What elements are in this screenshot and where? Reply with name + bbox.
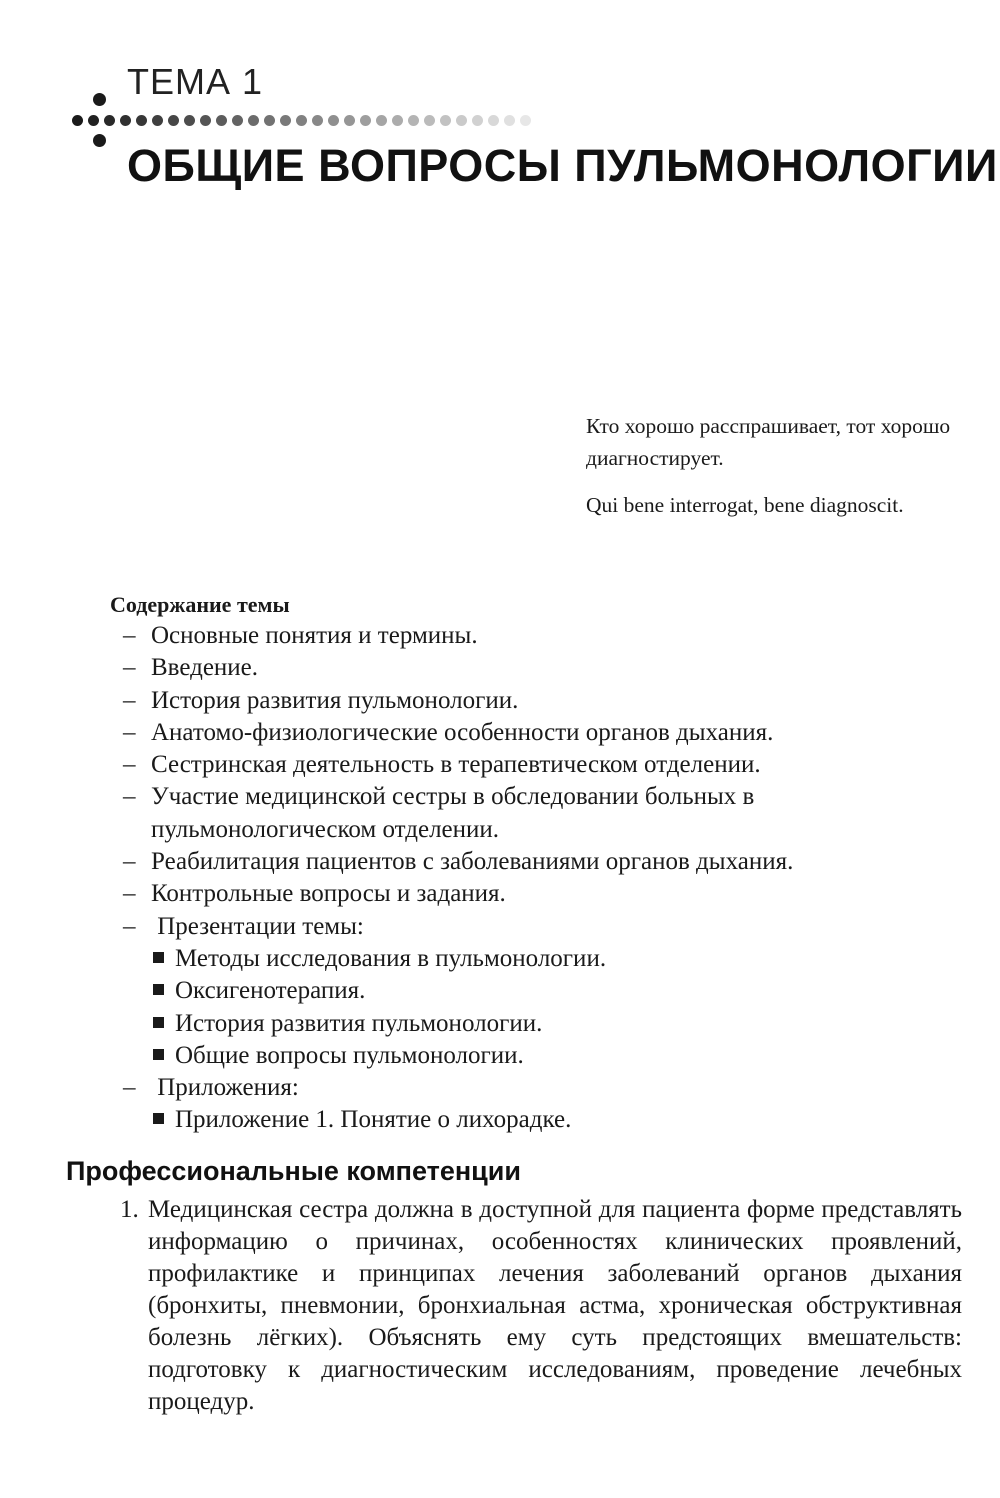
decorative-dot — [152, 115, 163, 126]
competency-item — [120, 1194, 962, 1418]
presentations-label: Презентации темы: — [157, 912, 364, 940]
decorative-dot — [376, 115, 387, 126]
topic-label: ТЕМА 1 — [127, 61, 264, 102]
decorative-dot — [104, 115, 115, 126]
decorative-dot-bottom — [93, 134, 106, 147]
competency-number: 1. — [120, 1196, 139, 1223]
epigraph-russian: Кто хорошо расспрашивает, тот хорошо диагностирует. — [586, 414, 951, 470]
decorative-dot — [120, 115, 131, 126]
decorative-dot — [392, 115, 403, 126]
decorative-dot — [488, 115, 499, 126]
presentation-item: Общие вопросы пульмонологии. — [153, 1040, 970, 1072]
contents-item: – История развития пульмонологии. — [110, 685, 970, 717]
decorative-dot — [264, 115, 275, 126]
competency-text: Медицинская сестра должна в доступной для пациента форме представлять информацию о причинах, особенностях клинических проявлений, профилактике и принципах лечения заболеваний органов дыхания (бронхиты, пневмонии, бронхиальная астма, хроническая обструктивная болезнь лёгких). Объяснять ему суть предстоящих вмешательств: подготовку к диагностическим исследованиям, проведение лечебных процедур. — [148, 1196, 962, 1415]
decorative-dot — [440, 115, 451, 126]
contents-heading: Содержание темы — [110, 592, 290, 617]
competencies-heading: Профессиональные компетенции — [66, 1156, 521, 1186]
decorative-dot — [296, 115, 307, 126]
decorative-dot — [504, 115, 515, 126]
presentation-item: Методы исследования в пульмонологии. — [153, 943, 970, 975]
topic-contents — [110, 590, 970, 1137]
decorative-dot — [312, 115, 323, 126]
appendix-item: Приложение 1. Понятие о лихорадке. — [153, 1104, 970, 1136]
epigraph — [586, 410, 976, 521]
decorative-dot — [520, 115, 531, 126]
decorative-dot — [248, 115, 259, 126]
decorative-dot — [216, 115, 227, 126]
contents-item: – Реабилитация пациентов с заболеваниями органов дыхания. — [110, 846, 970, 878]
decorative-dot — [360, 115, 371, 126]
decorative-dot-row — [72, 113, 542, 127]
decorative-dot — [424, 115, 435, 126]
contents-list — [110, 620, 970, 943]
presentation-item: Оксигенотерапия. — [153, 975, 970, 1007]
contents-item: – Основные понятия и термины. — [110, 620, 970, 652]
decorative-dot — [72, 115, 83, 126]
appendices-list — [110, 1072, 970, 1104]
contents-item: – Сестринская деятельность в терапевтическом отделении. — [110, 749, 970, 781]
contents-item: – Анатомо-физиологические особенности органов дыхания. — [110, 717, 970, 749]
decorative-dot — [184, 115, 195, 126]
appendices-label: Приложения: — [157, 1074, 299, 1102]
chapter-title: ОБЩИЕ ВОПРОСЫ ПУЛЬМОНОЛОГИИ — [127, 140, 998, 191]
decorative-dot — [408, 115, 419, 126]
decorative-dot — [200, 115, 211, 126]
contents-item-presentations — [110, 911, 970, 943]
presentation-item: История развития пульмонологии. — [153, 1008, 970, 1040]
epigraph-latin: Qui bene interrogat, bene diagnoscit. — [586, 493, 904, 517]
contents-item: – Введение. — [110, 652, 970, 684]
competencies-list — [120, 1194, 962, 1418]
decorative-dot — [136, 115, 147, 126]
decorative-dot — [232, 115, 243, 126]
decorative-dot — [344, 115, 355, 126]
decorative-dot-top — [93, 93, 106, 106]
decorative-dot — [328, 115, 339, 126]
contents-item: – Участие медицинской сестры в обследовании больных в пульмонологическом отделении. — [110, 781, 970, 846]
decorative-dot — [472, 115, 483, 126]
decorative-dot — [456, 115, 467, 126]
decorative-dot — [280, 115, 291, 126]
presentations-list — [110, 943, 970, 1072]
appendix-items — [110, 1104, 970, 1136]
decorative-dot — [168, 115, 179, 126]
contents-item-appendices — [110, 1072, 970, 1104]
decorative-dot — [88, 115, 99, 126]
contents-item: – Контрольные вопросы и задания. — [110, 878, 970, 910]
